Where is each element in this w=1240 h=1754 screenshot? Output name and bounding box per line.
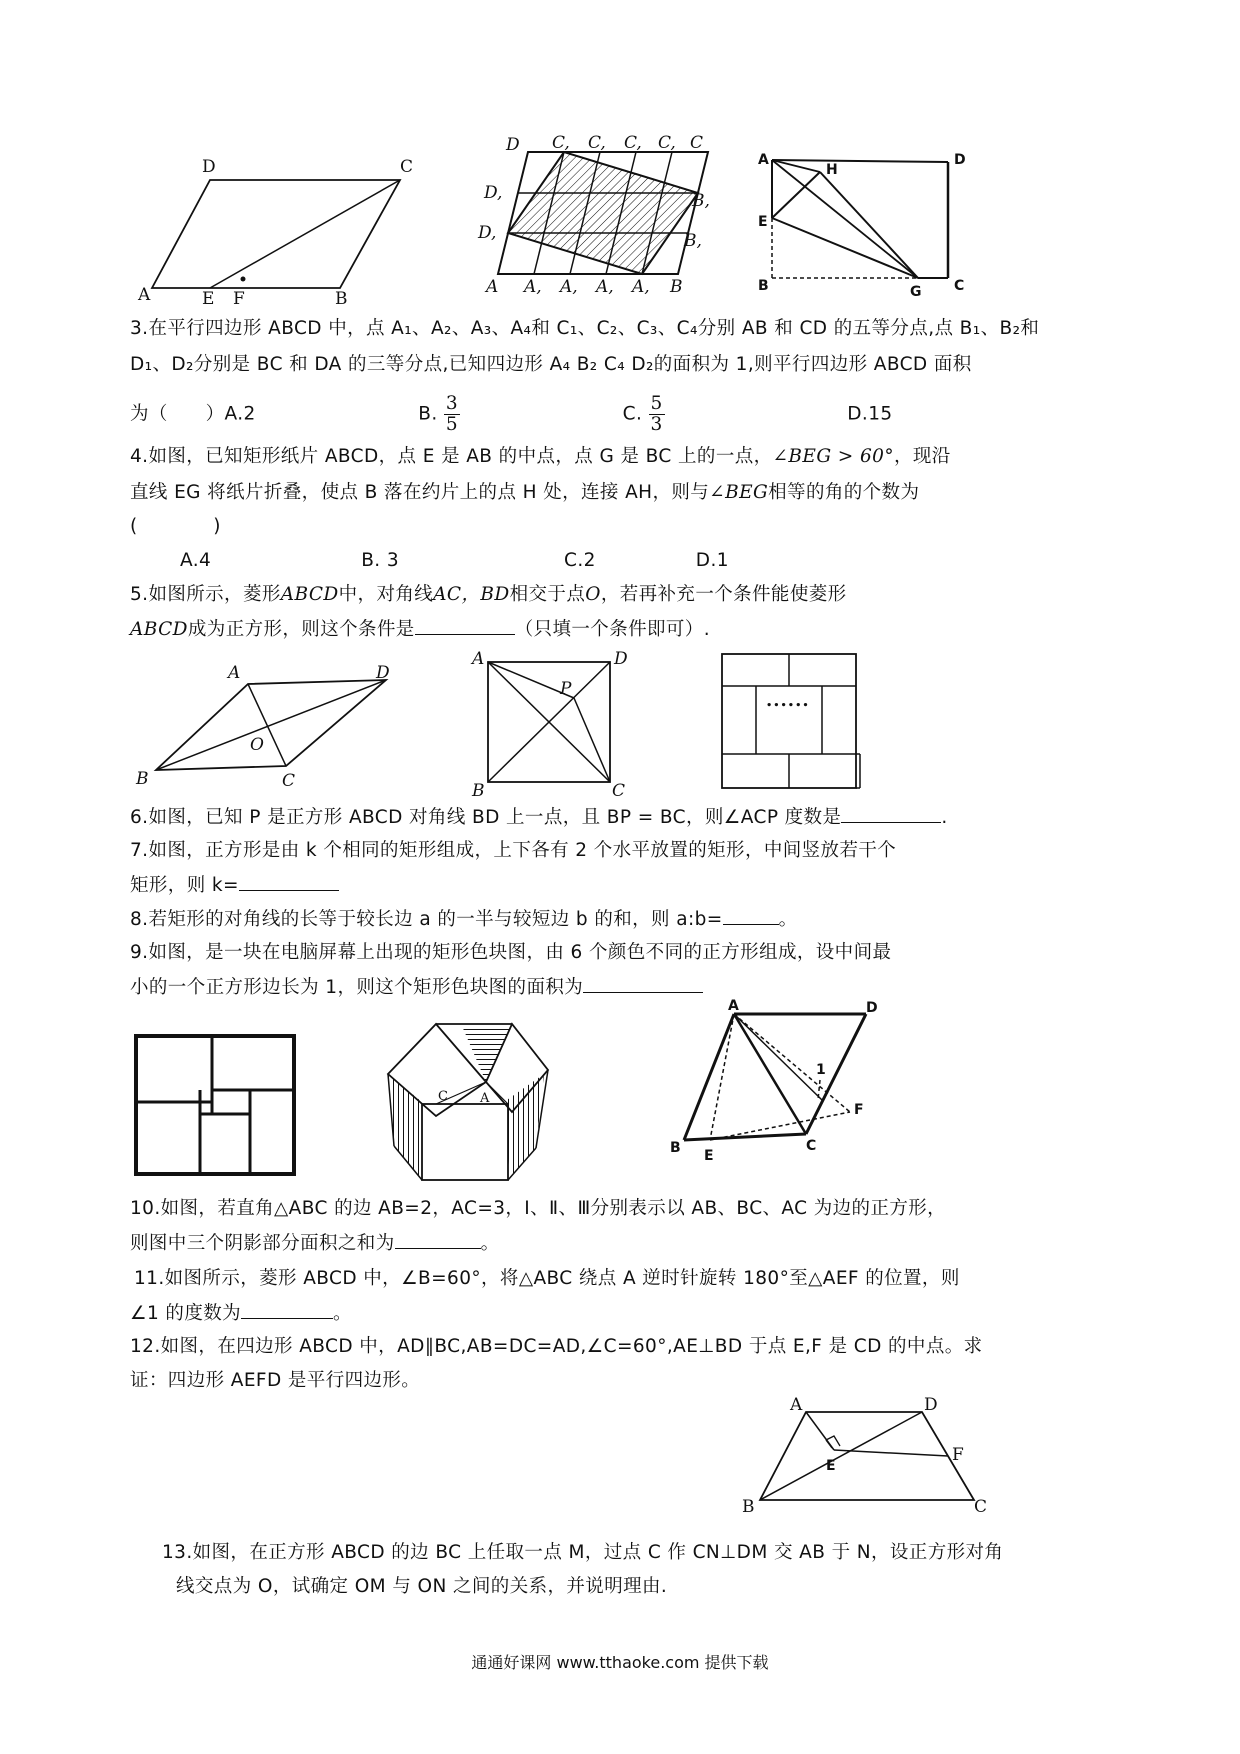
- q3-line1: 3.在平行四边形 ABCD 中，点 A₁、A₂、A₃、A₄和 C₁、C₂、C₃、C₄分别 AB 和 CD 的五等分点,点 B₁、B₂和: [130, 318, 1040, 339]
- label-e: E: [758, 214, 768, 230]
- label-d: D: [866, 1000, 878, 1016]
- label-b: B: [136, 769, 149, 789]
- q9-line2: 小的一个正方形边长为 1，则这个矩形色块图的面积为: [130, 974, 703, 1001]
- label-d: D: [954, 152, 966, 168]
- label-f: F: [854, 1102, 864, 1118]
- label-o: O: [250, 735, 264, 755]
- svg-text:B,: B,: [684, 231, 702, 251]
- figure-square-of-rectangles: [718, 650, 868, 792]
- svg-text:C: C: [690, 133, 704, 153]
- q4-line3: ( ): [130, 516, 221, 537]
- q4-options: A.4 B. 3 C.2 D.1: [180, 550, 729, 571]
- q3-line2: D₁、D₂分别是 BC 和 DA 的三等分点,已知四边形 A₄ B₂ C₄ D₂的面积为 1,则平行四边形 ABCD 面积: [130, 354, 972, 375]
- svg-text:B: B: [670, 277, 683, 297]
- svg-text:C,: C,: [552, 133, 570, 153]
- label-c: C: [282, 771, 296, 791]
- label-h: H: [826, 162, 838, 178]
- svg-text:C,: C,: [624, 133, 642, 153]
- label-e: E: [202, 289, 215, 309]
- label-b: B: [472, 781, 485, 801]
- q7-line2: 矩形，则 k=: [130, 872, 339, 899]
- label-c: C: [612, 781, 626, 801]
- answer-blank: [395, 1230, 481, 1249]
- q6-text: 6.如图，已知 P 是正方形 ABCD 对角线 BD 上一点，且 BP = BC，则∠ACP 度数是 .: [130, 804, 948, 831]
- label-b: B: [758, 278, 769, 294]
- figure-six-squares: [132, 1032, 302, 1180]
- svg-text:A,: A,: [632, 277, 650, 297]
- figure-three-squares-triangle: [376, 1012, 566, 1182]
- label-b: B: [335, 289, 348, 309]
- svg-text:D,: D,: [478, 223, 497, 243]
- label-c: C: [400, 157, 414, 177]
- svg-text:A,: A,: [596, 277, 614, 297]
- label-d: D: [924, 1395, 938, 1415]
- q8-text: 8.若矩形的对角线的长等于较长边 a 的一半与较短边 b 的和，则 a:b= 。: [130, 906, 798, 933]
- figure-parallelogram-abcd: [130, 157, 420, 309]
- label-c: C: [974, 1497, 988, 1517]
- svg-text:C,: C,: [588, 133, 606, 153]
- svg-text:A,: A,: [524, 277, 542, 297]
- figure-rhombus-rotation: [670, 1000, 880, 1170]
- svg-text:D,: D,: [484, 183, 503, 203]
- label-c: C: [954, 278, 965, 294]
- figure-folded-rectangle: [758, 150, 978, 300]
- q3-options: 为（ ）A.2 B. $\frac{3}{5}$ C. $\frac{5}{3}$ D.15: [130, 393, 893, 435]
- label-a: A: [228, 663, 241, 683]
- label-a: A: [758, 152, 769, 168]
- answer-blank: [723, 906, 779, 925]
- q5-line1: 5.如图所示，菱形ABCD中，对角线AC，BD相交于点O，若再补充一个条件能使菱形: [130, 584, 847, 605]
- figure-rhombus-abcd: [132, 662, 402, 792]
- label-e: E: [826, 1458, 836, 1474]
- figure-square-with-p: [470, 649, 640, 801]
- q13-line2: 线交点为 O，试确定 OM 与 ON 之间的关系，并说明理由.: [176, 1576, 668, 1597]
- answer-blank: [415, 616, 515, 635]
- ellipsis-dots: ......: [766, 690, 810, 711]
- fraction-3-5: $\frac{3}{5}$: [445, 393, 459, 435]
- answer-blank: [239, 872, 339, 891]
- svg-text:C,: C,: [658, 133, 676, 153]
- label-a: A: [138, 285, 151, 305]
- label-c: C: [806, 1138, 817, 1154]
- page-footer: 通通好课网 www.tthaoke.com 提供下载: [471, 1653, 769, 1672]
- figure-trapezoid-aefd: [742, 1395, 1002, 1520]
- q10-line2: 则图中三个阴影部分面积之和为 。: [130, 1230, 500, 1257]
- q4-line2: 直线 EG 将纸片折叠，使点 B 落在约片上的点 H 处，连接 AH，则与∠BEG相等的角的个数为: [130, 482, 920, 503]
- answer-blank: [241, 1300, 333, 1319]
- label-f: F: [952, 1445, 964, 1465]
- label-e: E: [704, 1148, 714, 1164]
- q5-line2: ABCD成为正方形，则这个条件是 （只填一个条件即可）.: [130, 616, 710, 643]
- label-c: C: [438, 1089, 448, 1104]
- answer-blank: [583, 974, 703, 993]
- label-a: A: [472, 649, 485, 669]
- q4-line1: 4.如图，已知矩形纸片 ABCD，点 E 是 AB 的中点，点 G 是 BC 上的一点，∠BEG > 60°，现沿: [130, 446, 951, 467]
- svg-text:A: A: [486, 277, 499, 297]
- label-g: G: [910, 284, 922, 300]
- svg-text:B,: B,: [692, 191, 710, 211]
- q7-line1: 7.如图，正方形是由 k 个相同的矩形组成，上下各有 2 个水平放置的矩形，中间竖放若干个: [130, 840, 897, 861]
- svg-text:A,: A,: [560, 277, 578, 297]
- q11-line2: ∠1 的度数为 。: [130, 1300, 352, 1327]
- q9-line1: 9.如图，是一块在电脑屏幕上出现的矩形色块图，由 6 个颜色不同的正方形组成，设中间最: [130, 942, 892, 963]
- label-a: A: [480, 1091, 490, 1106]
- q12-line1: 12.如图，在四边形 ABCD 中，AD∥BC,AB=DC=AD,∠C=60°,AE⊥BD 于点 E,F 是 CD 的中点。求: [130, 1336, 983, 1357]
- label-b: B: [670, 1140, 681, 1156]
- label-d: D: [614, 649, 628, 669]
- label-d: D: [506, 135, 520, 155]
- label-a: A: [790, 1395, 803, 1415]
- label-a: A: [728, 998, 739, 1014]
- label-angle-1: 1: [816, 1062, 826, 1078]
- q11-line1: 11.如图所示，菱形 ABCD 中，∠B=60°，将△ABC 绕点 A 逆时针旋转 180°至△AEF 的位置，则: [134, 1268, 960, 1289]
- q10-line1: 10.如图，若直角△ABC 的边 AB=2，AC=3，Ⅰ、Ⅱ、Ⅲ分别表示以 AB、BC、AC 为边的正方形，: [130, 1198, 947, 1219]
- label-d: D: [376, 663, 390, 683]
- label-f: F: [233, 289, 245, 309]
- label-p: P: [560, 679, 572, 699]
- label-b: B: [742, 1497, 755, 1517]
- fraction-5-3: $\frac{5}{3}$: [650, 393, 663, 435]
- q13-line1: 13.如图，在正方形 ABCD 的边 BC 上任取一点 M，过点 C 作 CN⊥DM 交 AB 于 N，设正方形对角: [162, 1542, 1004, 1563]
- label-d: D: [202, 157, 216, 177]
- q12-line2: 证：四边形 AEFD 是平行四边形。: [130, 1370, 421, 1391]
- figure-grid-parallelogram: [478, 133, 718, 297]
- answer-blank: [841, 804, 941, 823]
